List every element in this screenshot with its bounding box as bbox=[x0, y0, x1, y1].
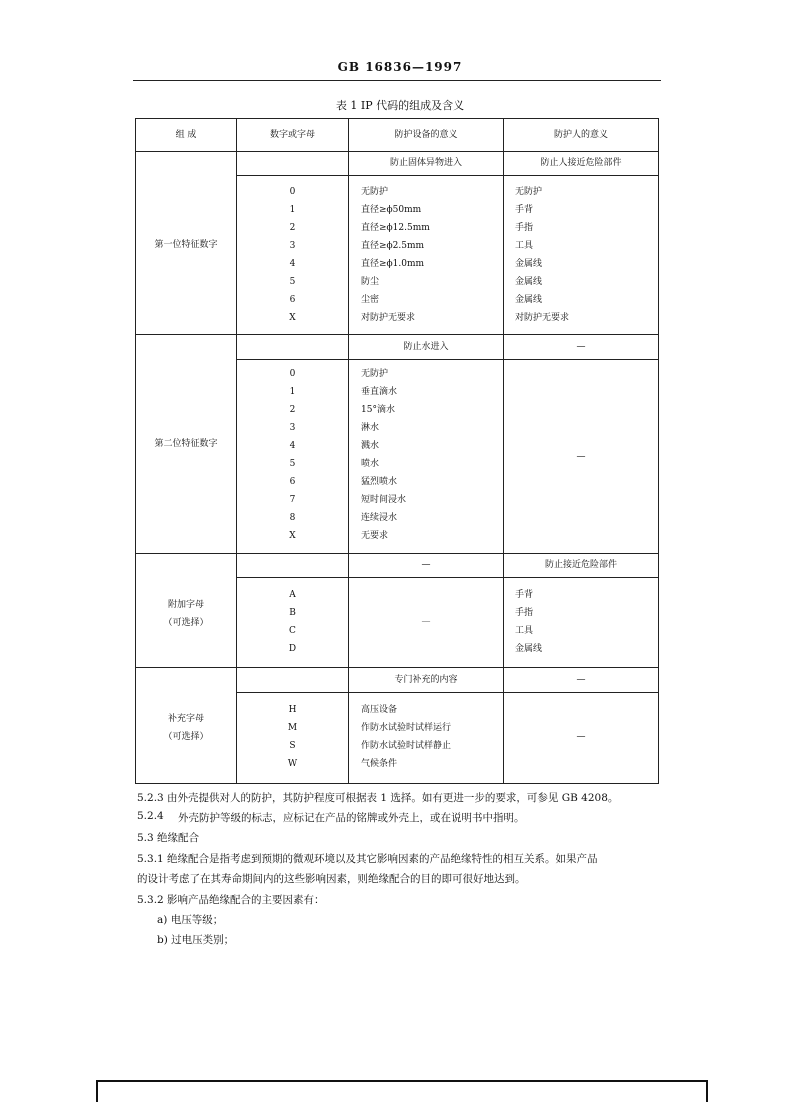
table-cell: 溅水 bbox=[361, 441, 380, 451]
table-cell: M bbox=[287, 723, 298, 733]
table-cell: C bbox=[289, 626, 296, 636]
group-label-additional-line2: （可选择） bbox=[163, 618, 209, 628]
table-cell: 2 bbox=[289, 405, 296, 415]
g2-person-dash: — bbox=[576, 452, 586, 462]
table-cell: 防尘 bbox=[361, 277, 380, 287]
table-cell: 对防护无要求 bbox=[515, 313, 570, 323]
table-cell: B bbox=[289, 608, 296, 618]
table-cell: 高压设备 bbox=[361, 705, 398, 715]
group-label-additional-line1: 附加字母 bbox=[167, 600, 204, 610]
g4-person-dash: — bbox=[576, 732, 586, 742]
table-cell: 0 bbox=[289, 187, 296, 197]
document-header: GB 16836—1997 bbox=[337, 60, 463, 74]
table-cell: 手背 bbox=[515, 590, 534, 600]
table-cell: 直径≥ϕ2.5mm bbox=[361, 241, 425, 251]
g1-equipment-subheader: 防止固体异物进入 bbox=[389, 158, 462, 168]
table-cell: 2 bbox=[289, 223, 296, 233]
paragraph-5-3-1-line2: 的设计考虑了在其寿命期间内的这些影响因素，则绝缘配合的目的即可很好地达到。 bbox=[137, 873, 526, 885]
table-cell: S bbox=[289, 741, 296, 751]
paragraph-5-2-4-text: 外壳防护等级的标志，应标记在产品的铭牌或外壳上，或在说明书中指明。 bbox=[178, 812, 525, 824]
table-cell: X bbox=[289, 531, 296, 541]
table-cell: 0 bbox=[289, 369, 296, 379]
header-person: 防护人的意义 bbox=[553, 130, 608, 140]
paragraph-5-2-3: 5.2.3 由外壳提供对人的防护，其防护程度可根据表 1 选择。如有更进一步的要求，可参见 GB 4208。 bbox=[137, 792, 619, 804]
table-cell: 4 bbox=[289, 259, 296, 269]
table-cell: 直径≥ϕ1.0mm bbox=[361, 259, 425, 269]
table-cell: H bbox=[288, 705, 297, 715]
table-cell: 1 bbox=[289, 205, 296, 215]
group-label-second-digit: 第二位特征数字 bbox=[154, 439, 218, 449]
list-item-a: a) 电压等级； bbox=[157, 914, 224, 926]
header-equipment: 防护设备的意义 bbox=[394, 130, 458, 140]
paragraph-5-3-1-line1: 5.3.1 绝缘配合是指考虑到预期的微观环境以及其它影响因素的产品绝缘特性的相互关系。如果产品 bbox=[137, 853, 598, 865]
table-cell: 对防护无要求 bbox=[361, 313, 416, 323]
table-cell: 连续浸水 bbox=[361, 513, 398, 523]
table-cell: 猛烈喷水 bbox=[361, 477, 398, 487]
table-cell: 5 bbox=[289, 277, 296, 287]
table-cell: 作防水试验时试样运行 bbox=[361, 723, 452, 733]
table-cell: 7 bbox=[289, 495, 296, 505]
table-cell: 金属线 bbox=[515, 259, 543, 269]
table-cell: 15°滴水 bbox=[361, 405, 395, 415]
table-cell: 无防护 bbox=[361, 187, 389, 197]
g1-person-subheader: 防止人接近危险部件 bbox=[540, 158, 622, 168]
g2-person-subheader: — bbox=[576, 342, 586, 352]
table-cell: 金属线 bbox=[515, 295, 543, 305]
table-cell: 气候条件 bbox=[361, 759, 398, 769]
table-cell: W bbox=[287, 759, 298, 769]
bottom-frame bbox=[96, 1080, 708, 1102]
g3-equipment-dash: — bbox=[421, 617, 431, 627]
table-cell: 手指 bbox=[515, 608, 534, 618]
table-cell: 无防护 bbox=[361, 369, 389, 379]
table-cell: 6 bbox=[289, 295, 296, 305]
section-5-3-heading: 5.3 绝缘配合 bbox=[137, 832, 200, 844]
table-caption: 表 1 IP 代码的组成及含义 bbox=[335, 99, 465, 112]
g4-equipment-subheader: 专门补充的内容 bbox=[394, 675, 458, 685]
g3-equipment-subheader: — bbox=[421, 560, 431, 570]
table-cell: 无要求 bbox=[361, 531, 389, 541]
g4-person-subheader: — bbox=[576, 675, 586, 685]
group-label-first-digit: 第一位特征数字 bbox=[154, 240, 218, 250]
table-cell: 5 bbox=[289, 459, 296, 469]
table-cell: 1 bbox=[289, 387, 296, 397]
table-cell: 4 bbox=[289, 441, 296, 451]
header-composition: 组 成 bbox=[175, 130, 197, 140]
table-cell: A bbox=[289, 590, 296, 600]
table-cell: 作防水试验时试样静止 bbox=[361, 741, 452, 751]
table-cell: 无防护 bbox=[515, 187, 543, 197]
paragraph-5-2-4-number: 5.2.4 bbox=[137, 810, 164, 822]
table-cell: 金属线 bbox=[515, 644, 543, 654]
header-code: 数字或字母 bbox=[269, 130, 315, 140]
list-item-b: b) 过电压类别； bbox=[157, 934, 235, 946]
table-cell: 尘密 bbox=[361, 295, 380, 305]
table-cell: 8 bbox=[289, 513, 296, 523]
table-cell: 喷水 bbox=[361, 459, 380, 469]
table-cell: 6 bbox=[289, 477, 296, 487]
paragraph-5-3-2: 5.3.2 影响产品绝缘配合的主要因素有： bbox=[137, 894, 325, 906]
table-cell: 手背 bbox=[515, 205, 534, 215]
group-label-supplementary-line1: 补充字母 bbox=[167, 714, 204, 724]
group-label-supplementary-line2: （可选择） bbox=[163, 732, 209, 742]
table-cell: 3 bbox=[289, 423, 296, 433]
table-cell: 直径≥ϕ12.5mm bbox=[361, 223, 430, 233]
table-cell: 短时间浸水 bbox=[361, 495, 407, 505]
table-cell: X bbox=[289, 313, 296, 323]
table-cell: 垂直滴水 bbox=[361, 387, 398, 397]
table-cell: D bbox=[288, 644, 297, 654]
table-cell: 直径≥ϕ50mm bbox=[361, 205, 422, 215]
table-cell: 金属线 bbox=[515, 277, 543, 287]
table-cell: 工具 bbox=[515, 241, 534, 251]
table-cell: 淋水 bbox=[361, 423, 380, 433]
g3-person-subheader: 防止接近危险部件 bbox=[544, 560, 617, 570]
table-cell: 3 bbox=[289, 241, 296, 251]
table-cell: 手指 bbox=[515, 223, 534, 233]
g2-equipment-subheader: 防止水进入 bbox=[403, 342, 449, 352]
table-cell: 工具 bbox=[515, 626, 534, 636]
